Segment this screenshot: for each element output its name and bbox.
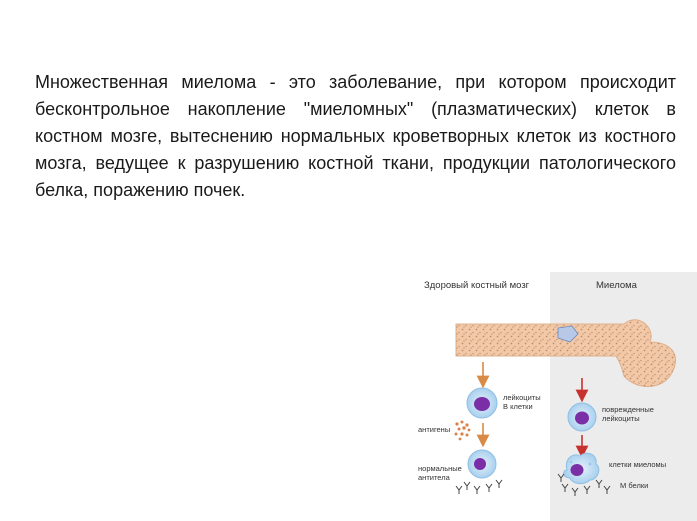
- antigen-dots: [455, 421, 471, 441]
- damaged-label-2: лейкоциты: [602, 414, 640, 423]
- leukocytes-label-2: В клетки: [503, 402, 533, 411]
- normal-antibodies-label-1: нормальные: [418, 464, 462, 473]
- healthy-marrow-header: Здоровый костный мозг: [424, 280, 530, 291]
- leukocytes-label-1: лейкоциты: [503, 393, 541, 402]
- myeloma-header: Миелома: [596, 280, 637, 291]
- myeloma-cells-label: клетки миеломы: [609, 460, 667, 469]
- antigens-label: антигены: [418, 425, 451, 434]
- description-paragraph: Множественная миелома - это заболевание, при котором происходит бесконтрольное накопление "миеломных" (плазматических) клеток в костном мозге, вытеснению нормальных кроветворных клеток из костного мозга, ведущее к разрушению костной ткани, продукции патологического белка, поражению почек.: [35, 72, 676, 200]
- plasma-cell: [468, 450, 496, 478]
- b-cell: [467, 388, 497, 418]
- m-proteins-label: М белки: [620, 481, 649, 490]
- damaged-leukocyte: [568, 403, 596, 431]
- damaged-label-1: поврежденные: [602, 405, 654, 414]
- myeloma-diagram: [412, 272, 697, 521]
- normal-antibodies-label-2: антитела: [418, 473, 450, 482]
- normal-antibodies: [456, 480, 502, 494]
